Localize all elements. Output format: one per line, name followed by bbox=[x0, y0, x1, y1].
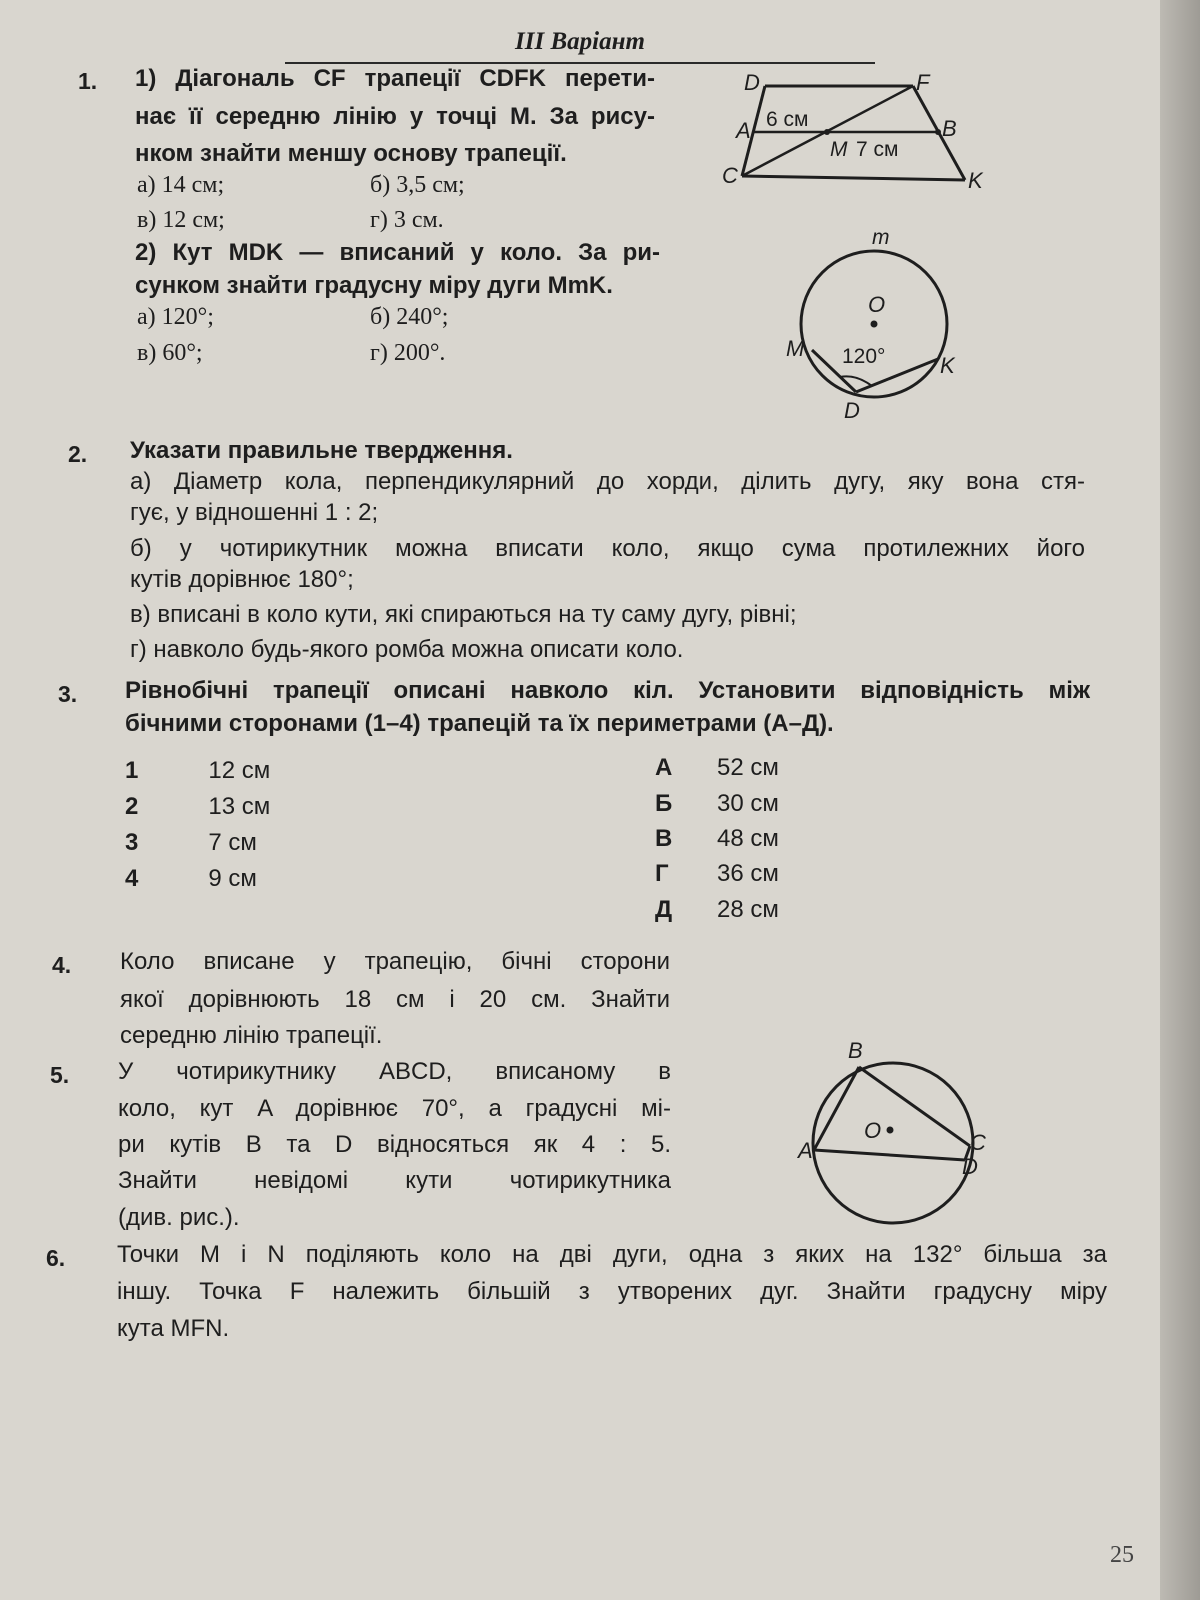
task-3-line-1: Рівнобічні трапеції описані навколо кіл. Установити відповідність між bbox=[125, 677, 1090, 704]
trap-label-7cm: 7 см bbox=[856, 138, 899, 161]
page-number: 25 bbox=[1110, 1542, 1134, 1568]
task-1-1-line-2: нає її середню лінію у точці M. За рису- bbox=[135, 103, 655, 130]
match-right-c: В 48 см bbox=[655, 825, 779, 852]
task-5-number: 5. bbox=[50, 1062, 70, 1088]
circle2-label-a: A bbox=[798, 1138, 813, 1163]
task-1-1-line-3: нком знайти меншу основу трапеції. bbox=[135, 140, 567, 167]
task-3-line-2: бічними сторонами (1–4) трапецій та їх периметрами (А–Д). bbox=[125, 710, 834, 737]
task-5-line-2: коло, кут A дорівнює 70°, а градусні мі- bbox=[118, 1095, 671, 1122]
task-1-1-option-c: в) 12 см; bbox=[137, 207, 225, 233]
match-left-4: 4 9 см bbox=[125, 865, 257, 892]
task-5-line-3: ри кутів B та D відносяться як 4 : 5. bbox=[118, 1131, 671, 1158]
circle-quadrilateral-figure bbox=[800, 1038, 1010, 1238]
match-left-1: 1 12 см bbox=[125, 757, 271, 784]
task-1-number: 1. bbox=[78, 68, 98, 94]
trap-label-a: A bbox=[736, 118, 751, 143]
task-3-number: 3. bbox=[58, 681, 78, 707]
circle1-label-k: K bbox=[940, 353, 955, 378]
circle2-label-d: D bbox=[962, 1154, 978, 1179]
task-2-line-6: в) вписані в коло кути, які спираються на ту саму дугу, рівні; bbox=[130, 601, 797, 628]
task-5-line-4: Знайти невідомі кути чотирикутника bbox=[118, 1167, 671, 1194]
trap-label-6cm: 6 см bbox=[766, 108, 809, 131]
task-1-1-line-1: 1) Діагональ CF трапеції CDFK перети- bbox=[135, 65, 655, 92]
task-2-line-4: б) у чотирикутник можна вписати коло, якщо сума протилежних його bbox=[130, 535, 1085, 562]
task-1-2-line-2: сунком знайти градусну міру дуги MmK. bbox=[135, 272, 613, 299]
task-6-line-2: іншу. Точка F належить більшій з утворених дуг. Знайти градусну міру bbox=[117, 1278, 1107, 1305]
task-1-2-line-1: 2) Кут MDK — вписаний у коло. За ри- bbox=[135, 239, 660, 266]
task-2-line-7: г) навколо будь-якого ромба можна описати коло. bbox=[130, 636, 684, 663]
task-1-1-option-b: б) 3,5 см; bbox=[370, 172, 465, 198]
task-6-number: 6. bbox=[46, 1245, 66, 1271]
trap-label-k: K bbox=[968, 168, 983, 193]
match-left-3: 3 7 см bbox=[125, 829, 257, 856]
trap-label-d: D bbox=[744, 70, 760, 95]
task-1-1-option-d: г) 3 см. bbox=[370, 207, 444, 233]
task-6-line-3: кута MFN. bbox=[117, 1315, 230, 1342]
trapezoid-figure bbox=[720, 68, 1010, 198]
circle1-label-angle: 120° bbox=[842, 345, 886, 368]
task-2-line-3: гує, у відношенні 1 : 2; bbox=[130, 499, 379, 526]
task-2-number: 2. bbox=[68, 441, 88, 467]
match-right-d: Г 36 см bbox=[655, 860, 779, 887]
circle2-label-c: C bbox=[970, 1130, 986, 1155]
match-right-e: Д 28 см bbox=[655, 896, 779, 923]
task-4-line-2: якої дорівнюють 18 см і 20 см. Знайти bbox=[120, 986, 670, 1013]
variant-title: III Варіант bbox=[515, 28, 645, 55]
task-5-line-5: (див. рис.). bbox=[118, 1204, 240, 1231]
trap-label-c: C bbox=[722, 163, 738, 188]
task-6-line-1: Точки M і N поділяють коло на дві дуги, одна з яких на 132° більша за bbox=[117, 1241, 1107, 1268]
circle2-label-o: O bbox=[864, 1118, 882, 1143]
match-left-2: 2 13 см bbox=[125, 793, 271, 820]
task-4-number: 4. bbox=[52, 952, 72, 978]
task-1-1-option-a: а) 14 см; bbox=[137, 172, 225, 198]
task-1-2-option-b: б) 240°; bbox=[370, 304, 449, 330]
task-2-line-5: кутів дорівнює 180°; bbox=[130, 566, 354, 593]
trap-label-m: M bbox=[830, 138, 848, 161]
book-edge bbox=[1160, 0, 1200, 1600]
circle1-label-m-arc: m bbox=[872, 226, 890, 249]
task-5-line-1: У чотирикутнику ABCD, вписаному в bbox=[118, 1058, 671, 1085]
circle1-label-d: D bbox=[844, 398, 860, 423]
task-1-2-option-d: г) 200°. bbox=[370, 340, 446, 366]
match-right-a: А 52 см bbox=[655, 754, 779, 781]
circle1-label-o: O bbox=[868, 292, 886, 317]
trap-label-f: F bbox=[916, 70, 930, 95]
task-2-line-1: Указати правильне твердження. bbox=[130, 437, 513, 464]
task-1-2-option-a: а) 120°; bbox=[137, 304, 214, 330]
trap-label-b: B bbox=[942, 116, 957, 141]
task-4-line-3: середню лінію трапеції. bbox=[120, 1022, 383, 1049]
task-1-2-option-c: в) 60°; bbox=[137, 340, 203, 366]
task-4-line-1: Коло вписане у трапецію, бічні сторони bbox=[120, 948, 670, 975]
circle-arc-figure bbox=[780, 228, 980, 428]
circle1-label-m: M bbox=[786, 336, 805, 361]
match-right-b: Б 30 см bbox=[655, 790, 779, 817]
circle2-label-b: B bbox=[848, 1038, 863, 1063]
task-2-line-2: а) Діаметр кола, перпендикулярний до хорди, ділить дугу, яку вона стя- bbox=[130, 468, 1085, 495]
